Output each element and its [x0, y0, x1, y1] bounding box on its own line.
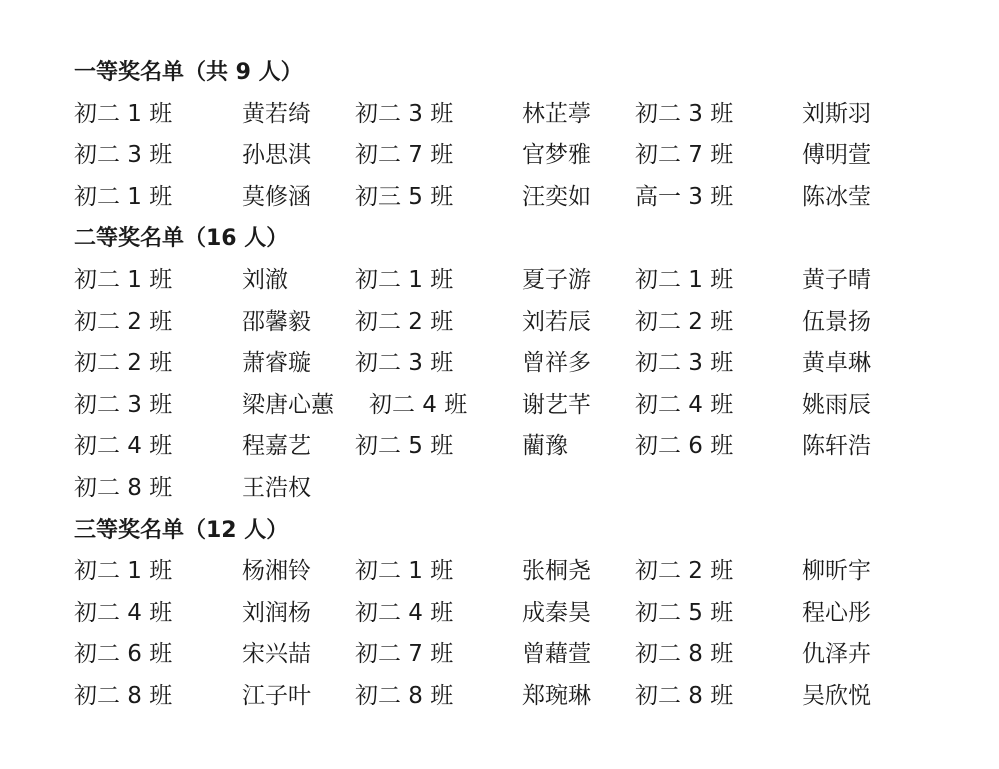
- class-cell: 初二 3 班: [74, 142, 173, 169]
- name-cell: 王浩权: [242, 474, 311, 501]
- class-cell: 初二 3 班: [355, 100, 454, 127]
- name-cell: 林芷葶: [522, 100, 591, 127]
- name-cell: 傅明萱: [802, 142, 871, 169]
- class-cell: 初二 2 班: [74, 350, 173, 377]
- table-row: [74, 634, 871, 676]
- table-row: [74, 551, 871, 593]
- class-cell: 初二 8 班: [635, 682, 734, 709]
- class-cell: 初三 5 班: [355, 183, 454, 210]
- class-cell: 初二 4 班: [74, 599, 173, 626]
- table-row: [74, 385, 871, 427]
- class-cell: 初二 7 班: [355, 641, 454, 668]
- class-cell: 初二 3 班: [635, 100, 734, 127]
- name-cell: 曾祥多: [522, 350, 591, 377]
- table-row: [74, 94, 871, 136]
- name-cell: 黄子晴: [802, 266, 871, 293]
- name-cell: 夏子游: [522, 266, 591, 293]
- name-cell: 曾藉萱: [522, 641, 591, 668]
- name-cell: 程嘉艺: [242, 433, 311, 460]
- name-cell: 刘若辰: [522, 308, 591, 335]
- name-cell: 江子叶: [242, 682, 311, 709]
- name-cell: 伍景扬: [802, 308, 871, 335]
- class-cell: 初二 6 班: [74, 641, 173, 668]
- name-cell: 柳昕宇: [802, 558, 871, 585]
- class-cell: 初二 1 班: [355, 558, 454, 585]
- class-cell: 初二 2 班: [74, 308, 173, 335]
- name-cell: 汪奕如: [522, 183, 591, 210]
- name-cell: 藺豫: [522, 433, 568, 460]
- class-cell: 初二 8 班: [635, 641, 734, 668]
- name-cell: 黄卓琳: [802, 350, 871, 377]
- award-list-document: [74, 52, 871, 718]
- class-cell: 初二 5 班: [355, 433, 454, 460]
- table-row: [74, 593, 871, 635]
- table-row: [74, 177, 871, 219]
- section-heading-first-prize: 一等奖名单（共 9 人）: [74, 60, 303, 85]
- class-cell: 初二 7 班: [635, 142, 734, 169]
- class-cell: 初二 2 班: [355, 308, 454, 335]
- class-cell: 初二 3 班: [355, 350, 454, 377]
- name-cell: 萧睿璇: [242, 350, 311, 377]
- class-cell: 初二 6 班: [635, 433, 734, 460]
- name-cell: 莫修涵: [242, 183, 311, 210]
- name-cell: 邵馨毅: [242, 308, 311, 335]
- class-cell: 初二 8 班: [74, 682, 173, 709]
- table-row: [74, 426, 871, 468]
- class-cell: 初二 1 班: [74, 183, 173, 210]
- table-row: [74, 676, 871, 718]
- name-cell: 孙思淇: [242, 142, 311, 169]
- table-row: [74, 260, 871, 302]
- name-cell: 宋兴喆: [242, 641, 311, 668]
- class-cell: 高一 3 班: [635, 183, 734, 210]
- class-cell: 初二 5 班: [635, 599, 734, 626]
- class-cell: 初二 1 班: [355, 266, 454, 293]
- class-cell: 初二 4 班: [355, 599, 454, 626]
- name-cell: 刘润杨: [242, 599, 311, 626]
- name-cell: 张桐尧: [522, 558, 591, 585]
- name-cell: 姚雨辰: [802, 391, 871, 418]
- class-cell: 初二 4 班: [369, 391, 468, 418]
- name-cell: 陈冰莹: [802, 183, 871, 210]
- class-cell: 初二 1 班: [74, 558, 173, 585]
- class-cell: 初二 1 班: [635, 266, 734, 293]
- class-cell: 初二 3 班: [635, 350, 734, 377]
- name-cell: 程心彤: [802, 599, 871, 626]
- table-row: [74, 343, 871, 385]
- section-heading-second-prize: 二等奖名单（16 人）: [74, 226, 289, 252]
- section-heading-third-prize: 三等奖名单（12 人）: [74, 517, 289, 543]
- table-row: [74, 302, 871, 344]
- name-cell: 陈轩浩: [802, 433, 871, 460]
- name-cell: 黄若绮: [242, 100, 311, 127]
- class-cell: 初二 8 班: [74, 474, 173, 501]
- class-cell: 初二 4 班: [635, 391, 734, 418]
- table-row: [74, 468, 311, 510]
- class-cell: 初二 8 班: [355, 682, 454, 709]
- class-cell: 初二 7 班: [355, 142, 454, 169]
- class-cell: 初二 2 班: [635, 558, 734, 585]
- name-cell: 刘澈: [242, 266, 288, 293]
- class-cell: 初二 1 班: [74, 266, 173, 293]
- class-cell: 初二 1 班: [74, 100, 173, 127]
- class-cell: 初二 2 班: [635, 308, 734, 335]
- name-cell: 梁唐心蕙: [242, 391, 334, 418]
- name-cell: 谢艺芊: [522, 391, 591, 418]
- name-cell: 吴欣悦: [802, 682, 871, 709]
- name-cell: 杨湘铃: [242, 558, 311, 585]
- name-cell: 郑琬琳: [522, 682, 591, 709]
- table-row: [74, 135, 871, 177]
- class-cell: 初二 3 班: [74, 391, 173, 418]
- name-cell: 成秦昊: [522, 599, 591, 626]
- class-cell: 初二 4 班: [74, 433, 173, 460]
- name-cell: 刘斯羽: [802, 100, 871, 127]
- name-cell: 官梦雅: [522, 142, 591, 169]
- name-cell: 仇泽卉: [802, 641, 871, 668]
